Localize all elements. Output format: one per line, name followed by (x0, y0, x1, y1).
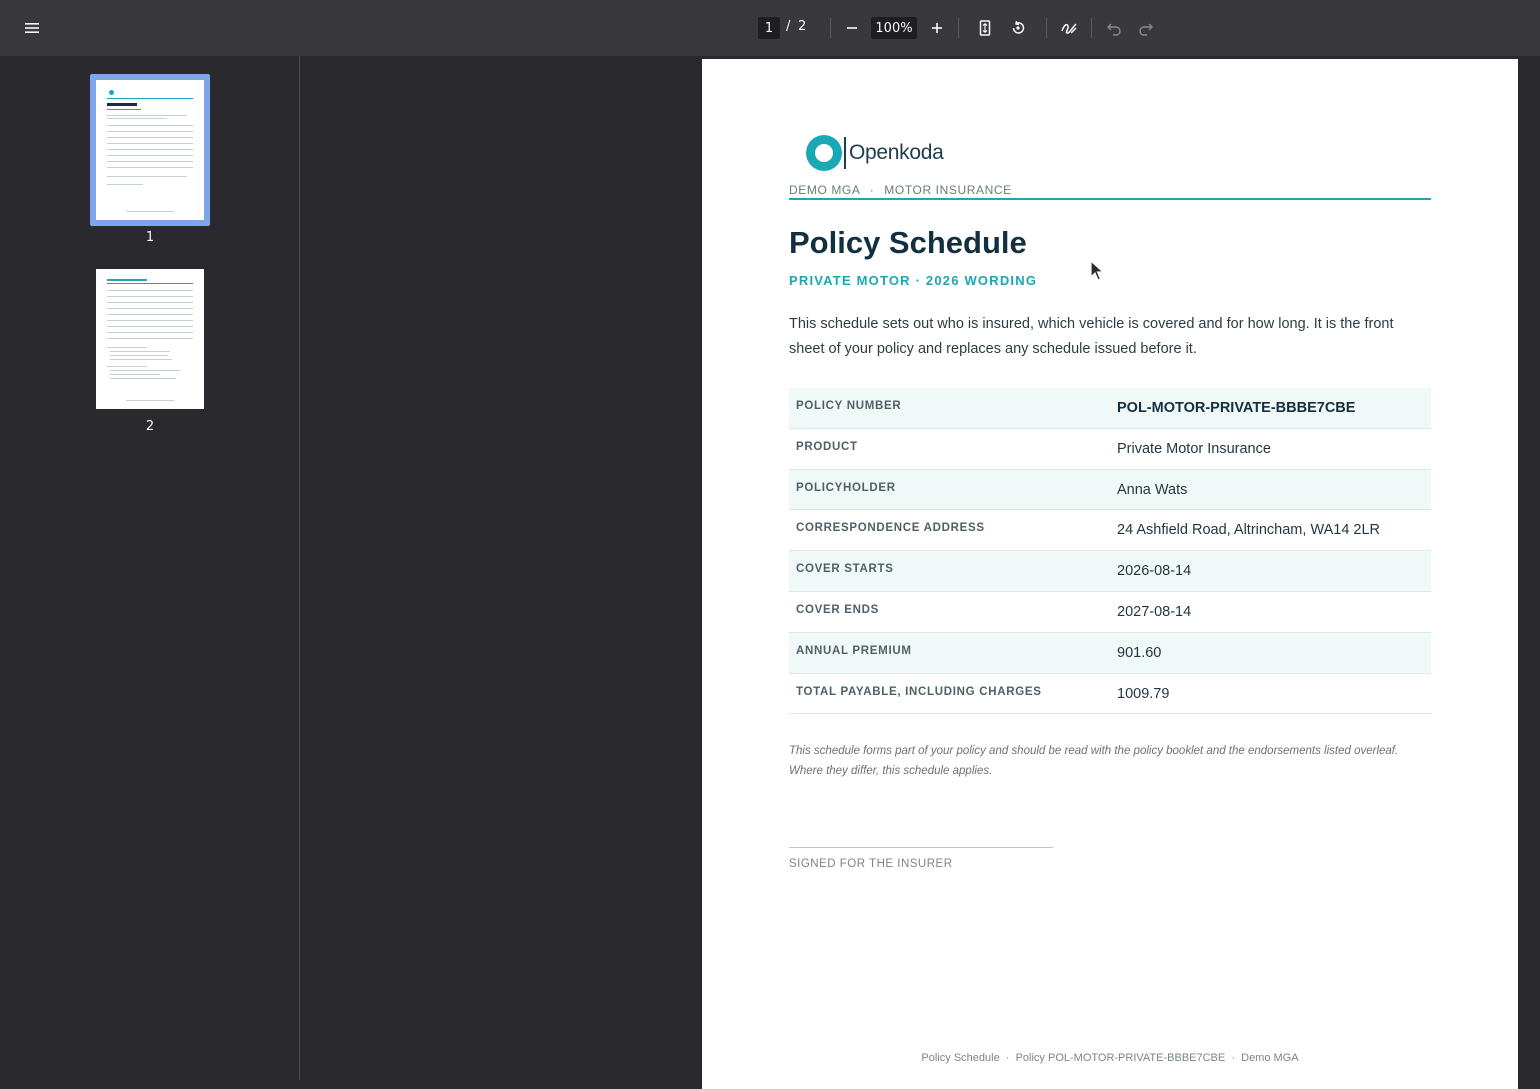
draw-icon (1060, 19, 1078, 37)
minus-icon (843, 19, 861, 37)
row-label: PRODUCT (796, 440, 858, 453)
thumbnail-line (107, 290, 193, 291)
eyebrow-separator: · (869, 183, 875, 197)
eyebrow-line: MOTOR INSURANCE (884, 183, 1012, 197)
thumbnail-line (107, 347, 147, 348)
thumbnail-title (107, 103, 137, 106)
zoom-out-button[interactable] (838, 14, 866, 42)
page-fit-button[interactable] (971, 14, 999, 42)
page-footer: Policy Schedule · Policy POL-MOTOR-PRIVATE-BBBE7CBE · Demo MGA (921, 1052, 1299, 1064)
row-label: COVER STARTS (796, 563, 894, 576)
thumbnail-line (107, 115, 187, 116)
mouse-cursor-icon (1090, 260, 1106, 282)
thumbnail-line (107, 131, 193, 132)
thumbnail-rule (107, 98, 193, 99)
toolbar-divider (958, 18, 959, 38)
row-label: ANNUAL PREMIUM (796, 644, 912, 657)
thumbnail-line (107, 366, 147, 367)
document-subtitle: PRIVATE MOTOR · 2026 WORDING (789, 273, 1038, 288)
signature-line (789, 847, 1053, 848)
row-value: Anna Wats (1117, 481, 1188, 498)
draw-button[interactable] (1055, 14, 1083, 42)
undo-button[interactable] (1100, 14, 1128, 42)
thumbnail-line (107, 167, 193, 168)
thumbnail-logo (109, 90, 114, 95)
redo-icon (1137, 19, 1155, 37)
schedule-note: This schedule forms part of your policy and should be read with the policy booklet and the endorsements listed overleaf. Where they differ, this schedule applies. (789, 745, 1399, 777)
thumbnail-line (110, 370, 180, 371)
thumbnail-line (107, 143, 193, 144)
thumbnail-line (107, 314, 193, 315)
thumbnail-line (107, 161, 193, 162)
table-row (789, 510, 1431, 551)
thumbnail-label-2: 2 (145, 419, 155, 434)
thumbnail-line (107, 137, 193, 138)
thumbnail-line (107, 125, 193, 126)
page-thumbnail-1[interactable] (96, 80, 204, 220)
thumbnail-line (107, 176, 187, 177)
row-label: TOTAL PAYABLE, INCLUDING CHARGES (796, 685, 1042, 698)
document-eyebrow (789, 183, 1012, 197)
thumbnail-line (107, 184, 143, 185)
pdf-page-1 (702, 59, 1518, 1089)
row-value: 24 Ashfield Road, Altrincham, WA14 2LR (1117, 522, 1381, 539)
document-title: Policy Schedule (789, 225, 1027, 260)
row-value: 2026-08-14 (1117, 563, 1192, 580)
thumbnail-line (126, 400, 174, 401)
zoom-level-select[interactable]: 100% (871, 17, 917, 39)
logo-text: Openkoda (849, 141, 944, 164)
table-row (789, 592, 1431, 633)
thumbnail-line (107, 149, 193, 150)
thumbnail-rule (107, 283, 193, 284)
table-row (789, 429, 1431, 470)
thumbnail-line (107, 338, 193, 339)
thumbnail-subtitle (107, 109, 141, 110)
sidebar-toggle-button[interactable] (18, 14, 46, 42)
undo-icon (1105, 19, 1123, 37)
row-value: 901.60 (1117, 644, 1162, 661)
thumbnail-line (107, 332, 193, 333)
table-row (789, 470, 1431, 511)
thumbnail-line (107, 302, 193, 303)
table-row (789, 551, 1431, 592)
row-value: 2027-08-14 (1117, 603, 1192, 620)
thumbnail-line (107, 118, 167, 119)
intro-paragraph: This schedule sets out who is insured, which vehicle is covered and for how long. It is the front sheet of your policy and replaces any schedule issued before it. (789, 316, 1394, 357)
zoom-in-button[interactable] (923, 14, 951, 42)
thumbnail-line (110, 351, 170, 352)
page-number-input[interactable]: 1 (758, 17, 780, 39)
thumbnail-line (110, 378, 176, 379)
thumbnail-line (107, 320, 193, 321)
redo-button[interactable] (1132, 14, 1160, 42)
page-fit-icon (976, 19, 994, 37)
thumbnail-line (107, 326, 193, 327)
toolbar-divider (1046, 18, 1047, 38)
thumbnail-title (107, 279, 147, 281)
pdf-toolbar (0, 0, 1540, 56)
rotate-icon (1009, 19, 1027, 37)
table-row (789, 674, 1431, 715)
toolbar-divider (830, 18, 831, 38)
row-value: 1009.79 (1117, 685, 1170, 702)
toolbar-divider (1091, 18, 1092, 38)
logo-divider (844, 137, 846, 169)
header-rule (789, 198, 1431, 200)
row-label: COVER ENDS (796, 603, 880, 616)
thumbnail-label-1: 1 (145, 230, 155, 245)
row-label: POLICY NUMBER (796, 400, 902, 412)
plus-icon (928, 19, 946, 37)
hamburger-icon (23, 19, 41, 37)
eyebrow-org: DEMO MGA (789, 183, 860, 197)
page-separator: / (786, 19, 791, 34)
rotate-button[interactable] (1004, 14, 1032, 42)
thumbnail-line (107, 308, 193, 309)
thumbnail-line (126, 211, 174, 212)
page-thumbnail-2[interactable] (96, 269, 204, 409)
row-value: POL-MOTOR-PRIVATE-BBBE7CBE (1117, 400, 1356, 416)
table-row (789, 388, 1431, 429)
openkoda-logo-icon (806, 135, 842, 171)
table-row (789, 633, 1431, 674)
policy-details-table (789, 388, 1431, 714)
thumbnail-line (107, 155, 193, 156)
row-label: POLICYHOLDER (796, 481, 896, 494)
row-value: Private Motor Insurance (1117, 440, 1271, 457)
thumbnail-line (107, 296, 193, 297)
thumbnail-line (110, 359, 172, 360)
row-label: CORRESPONDENCE ADDRESS (796, 522, 985, 535)
thumbnail-line (110, 374, 160, 375)
page-total: 2 (798, 19, 807, 34)
signature-label: SIGNED FOR THE INSURER (789, 858, 953, 870)
thumbnail-line (110, 355, 168, 356)
